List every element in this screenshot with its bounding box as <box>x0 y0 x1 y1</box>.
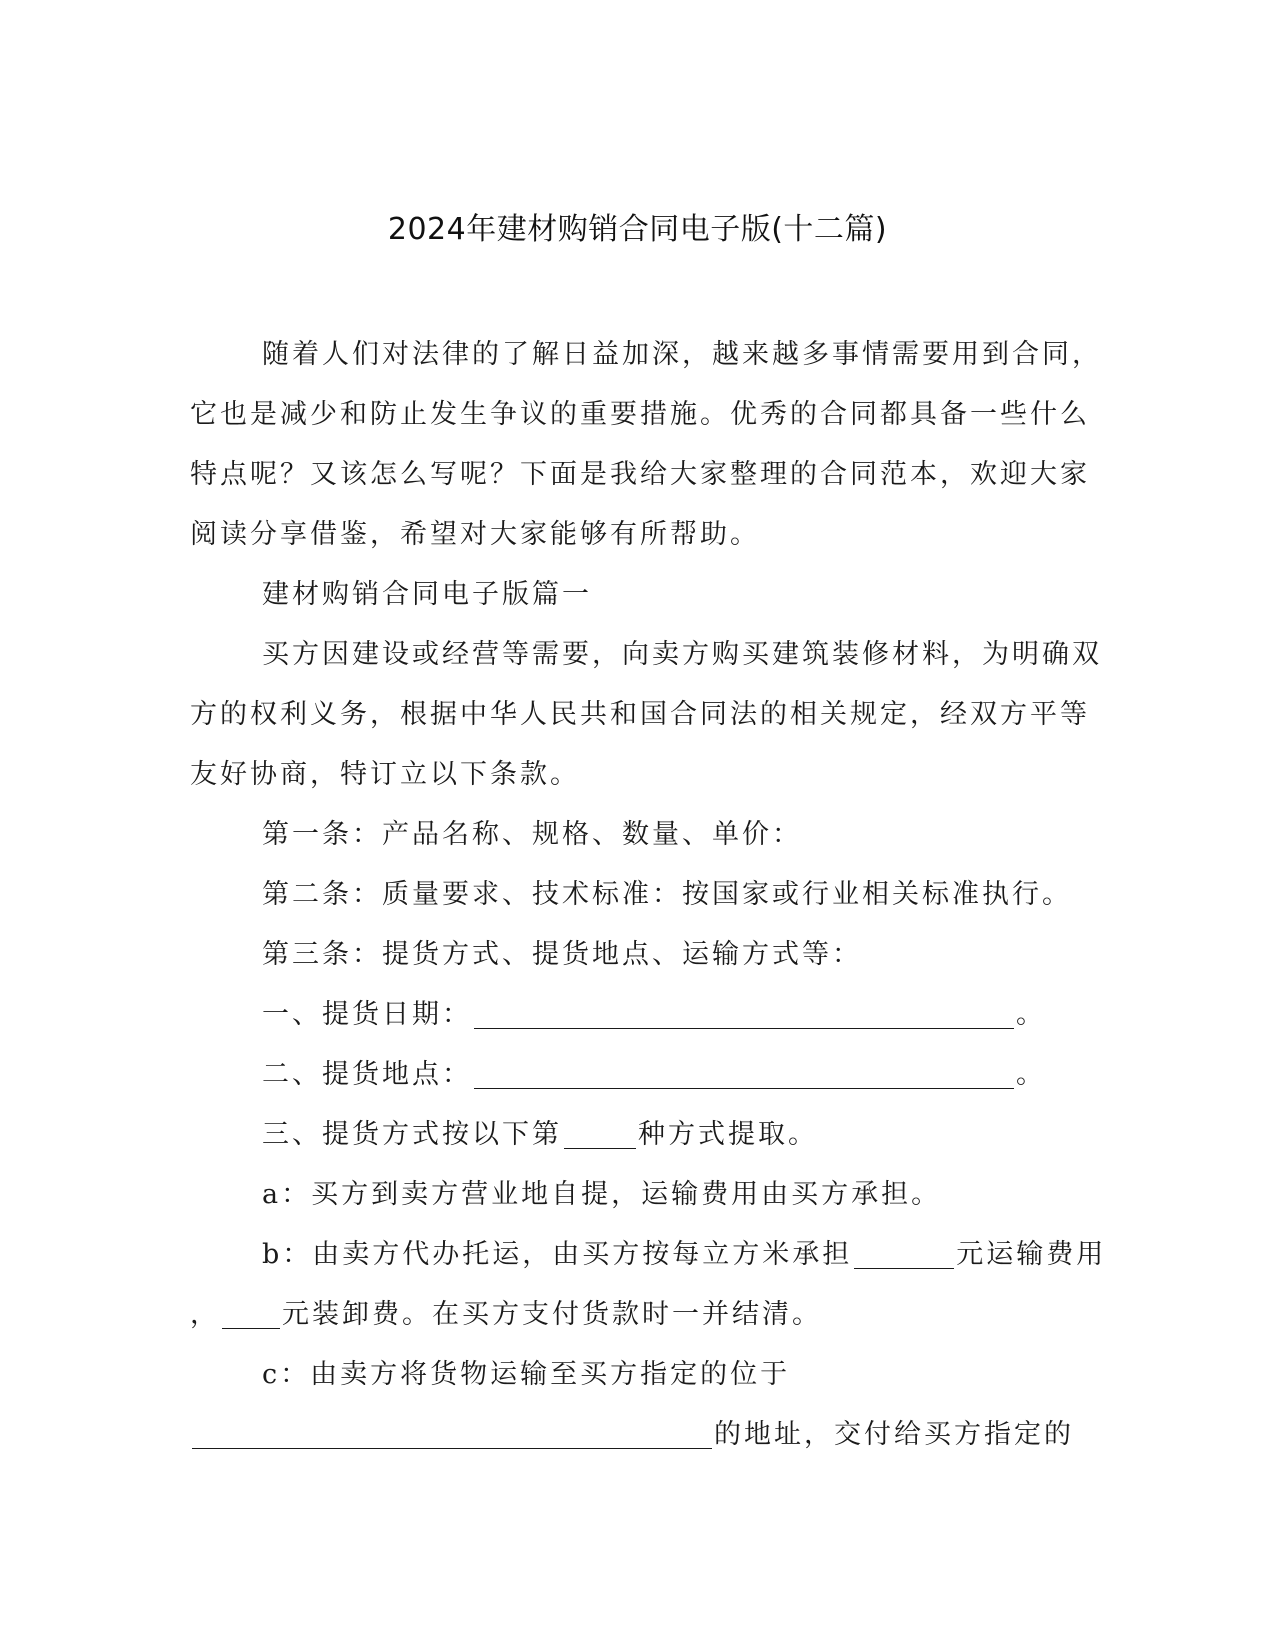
article-2: 第二条：质量要求、技术标准：按国家或行业相关标准执行。 <box>262 879 1072 910</box>
address-blank <box>192 1418 712 1449</box>
preamble-line-1: 买方因建设或经营等需要，向卖方购买建筑装修材料，为明确双 <box>262 639 1102 670</box>
period: 。 <box>1016 1059 1046 1090</box>
document-title: 2024年建材购销合同电子版(十二篇) <box>387 212 888 247</box>
option-a: a：买方到卖方营业地自提，运输费用由买方承担。 <box>262 1179 942 1210</box>
article-1: 第一条：产品名称、规格、数量、单价： <box>262 819 802 850</box>
intro-line-3: 特点呢？又该怎么写呢？下面是我给大家整理的合同范本，欢迎大家 <box>190 459 1090 490</box>
option-b-text-2: 元运输费用 <box>956 1239 1107 1270</box>
item-pickup-location-label: 二、提货地点： <box>262 1059 472 1090</box>
pickup-location-blank <box>474 1058 1014 1089</box>
item-pickup-date <box>190 985 1090 1045</box>
item-pickup-date-label: 一、提货日期： <box>262 999 472 1030</box>
intro-line-1: 随着人们对法律的了解日益加深，越来越多事情需要用到合同， <box>262 339 1102 370</box>
option-c-line-1: c：由卖方将货物运输至买方指定的位于 <box>262 1359 791 1390</box>
pickup-method-blank <box>564 1118 636 1149</box>
period: 。 <box>1016 999 1046 1030</box>
article-3: 第三条：提货方式、提货地点、运输方式等： <box>262 939 862 970</box>
item-pickup-method-text-a: 三、提货方式按以下第 <box>262 1119 562 1150</box>
option-b-line-1 <box>190 1225 1107 1285</box>
freight-fee-blank <box>854 1238 954 1269</box>
item-pickup-location <box>190 1045 1090 1105</box>
intro-line-2: 它也是减少和防止发生争议的重要措施。优秀的合同都具备一些什么 <box>190 399 1090 430</box>
intro-line-4: 阅读分享借鉴，希望对大家能够有所帮助。 <box>190 519 760 550</box>
option-b-text-4: 元装卸费。在买方支付货款时一并结清。 <box>282 1299 822 1330</box>
item-pickup-method-text-b: 种方式提取。 <box>638 1119 818 1150</box>
option-b-line-2 <box>190 1285 1090 1345</box>
option-b-text-3: ， <box>190 1299 220 1330</box>
preamble-line-3: 友好协商，特订立以下条款。 <box>190 759 580 790</box>
pickup-date-blank <box>474 998 1014 1029</box>
document-body <box>190 325 1107 1465</box>
section-heading: 建材购销合同电子版篇一 <box>262 579 592 610</box>
option-c-line-2 <box>190 1405 1090 1465</box>
item-pickup-method <box>190 1105 1090 1165</box>
option-c-text-2: 的地址，交付给买方指定的 <box>714 1419 1074 1450</box>
option-b-text-1: b：由卖方代办托运，由买方按每立方米承担 <box>262 1239 853 1270</box>
handling-fee-blank <box>222 1298 280 1329</box>
preamble-line-2: 方的权利义务，根据中华人民共和国合同法的相关规定，经双方平等 <box>190 699 1090 730</box>
